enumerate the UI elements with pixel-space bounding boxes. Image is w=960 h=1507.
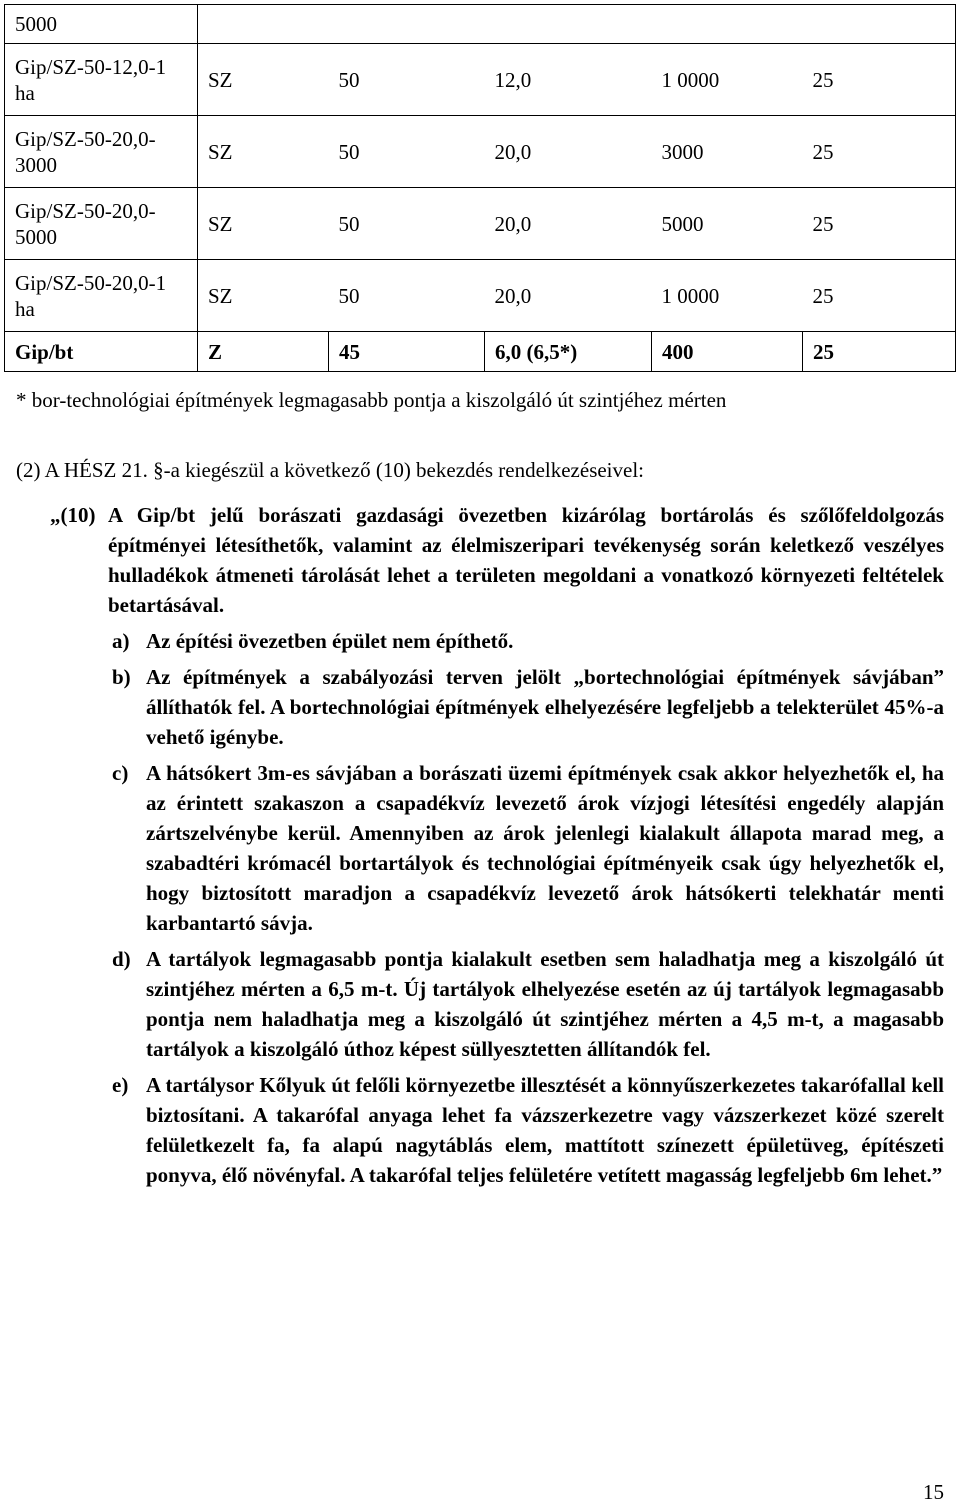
section-intro [50, 500, 944, 620]
list-item [56, 662, 944, 752]
list-item-text: A hátsókert 3m-es sávjában a borászati üzemi építmények csak akkor helyezhetők el, ha az érintett szakaszon a csapadékvíz levezető árok vízjogi létesítési engedély alapján zártszelvénybe kerül. Amennyiben az árok jelenlegi kialakult állapota marad meg, a szabadtéri krómacél bortartályok és technológiai építményeik csak úgy helyezhetők el, hogy biztosított maradjon a csapadékvíz levezető árok hátsókerti telekhatár menti karbantartó sávja. [146, 761, 944, 935]
table-cell: 6,0 (6,5*) [485, 332, 652, 372]
list-item-label: b) [112, 665, 131, 689]
section-intro-text: A Gip/bt jelű borászati gazdasági övezetben kizárólag bortárolás és szőlőfeldolgozás építményei létesíthetők, valamint az élelmiszeripari tevékenység során keletkező veszélyes hulladékok átmeneti tárolását lehet a területen megoldani a vonatkozó környezeti feltételek betartásával. [108, 503, 944, 617]
table-row [5, 44, 956, 116]
amendment-paragraph: (2) A HÉSZ 21. §-a kiegészül a következő (10) bekezdés rendelkezéseivel: [16, 458, 645, 482]
section-10 [50, 500, 944, 1190]
list-item-label: e) [112, 1073, 129, 1097]
list-item-text: A tartálysor Kőlyuk út felőli környezetbe illesztését a könnyűszerkezetes takarófallal kell biztosítani. A takarófal anyaga lehet fa vázszerkezetre vagy vázszerkezet közé szerelt felületkezelt fa, fa alapú nagytáblás elem, mattított színezett épületüveg, építészeti ponyva, élő növényfal. A takarófal teljes felületére vetített magasság legfeljebb 6m lehet.” [146, 1073, 944, 1187]
table-cell: 1 0000 [652, 260, 803, 332]
opening-quote: „ [50, 503, 61, 527]
table-row [5, 116, 956, 188]
list-item [56, 944, 944, 1064]
list-item [56, 626, 944, 656]
table-cell: 5000 [652, 188, 803, 260]
table-cell: 25 [803, 116, 956, 188]
zone-name: Gip/SZ-50-20,0-3000 [5, 116, 198, 188]
table-cell: 20,0 [485, 188, 652, 260]
table-cell: SZ [198, 260, 329, 332]
table-cell: 50 [329, 116, 485, 188]
table-cell: 25 [803, 44, 956, 116]
list-item [56, 758, 944, 938]
table-cell: 20,0 [485, 116, 652, 188]
page-number: 15 [923, 1480, 944, 1504]
table-cell: 20,0 [485, 260, 652, 332]
table-cell: 50 [329, 188, 485, 260]
list-item-label: c) [112, 761, 129, 785]
zone-name: Gip/SZ-50-12,0-1 ha [5, 44, 198, 116]
table-footnote: * bor-technológiai építmények legmagasabb pontja a kiszolgáló út szintjéhez mérten [16, 388, 727, 412]
table-cell-top: 5000 [5, 5, 198, 44]
table-cell: 50 [329, 44, 485, 116]
list-item-label: a) [112, 629, 130, 653]
list-item-text: Az építési övezetben épület nem építhető. [146, 629, 514, 653]
table-cell: SZ [198, 116, 329, 188]
table-cell: 25 [803, 260, 956, 332]
table-cell: 3000 [652, 116, 803, 188]
zone-name: Gip/SZ-50-20,0-5000 [5, 188, 198, 260]
table-cell: 50 [329, 260, 485, 332]
table-cell: 400 [652, 332, 803, 372]
table-cell: 25 [803, 188, 956, 260]
list-item-text: Az építmények a szabályozási terven jelölt „bortechnológiai építmények sávjában” állíthatók fel. A bortechnológiai építmények elhelyezésére legfeljebb a telekterület 45%-a vehető igénybe. [146, 665, 944, 749]
table-cell: SZ [198, 44, 329, 116]
table-row [5, 188, 956, 260]
table-cell: 12,0 [485, 44, 652, 116]
table-cell: 45 [329, 332, 485, 372]
table-cell: 25 [803, 332, 956, 372]
list-item [56, 1070, 944, 1190]
zoning-table [4, 4, 956, 372]
table-cell-empty [198, 5, 956, 44]
table-row [5, 260, 956, 332]
list-item-label: d) [112, 947, 131, 971]
table-cell: SZ [198, 188, 329, 260]
zone-name: Gip/SZ-50-20,0-1 ha [5, 260, 198, 332]
section-number-label: (10) [60, 503, 96, 527]
zone-name: Gip/bt [5, 332, 198, 372]
table-cell: Z [198, 332, 329, 372]
list-item-text: A tartályok legmagasabb pontja kialakult esetben sem haladhatja meg a kiszolgáló út szintjéhez mérten a 6,5 m-t. Új tartályok elhelyezése esetén az új tartályok legmagasabb pontja nem haladhatja meg a kiszolgáló út szintjéhez mérten a 4,5 m-t, a magasabb tartályok a kiszolgáló úthoz képest süllyesztetten állítandók fel. [146, 947, 944, 1061]
table-row-bold [5, 332, 956, 372]
section-number [50, 500, 96, 530]
table-cell: 1 0000 [652, 44, 803, 116]
